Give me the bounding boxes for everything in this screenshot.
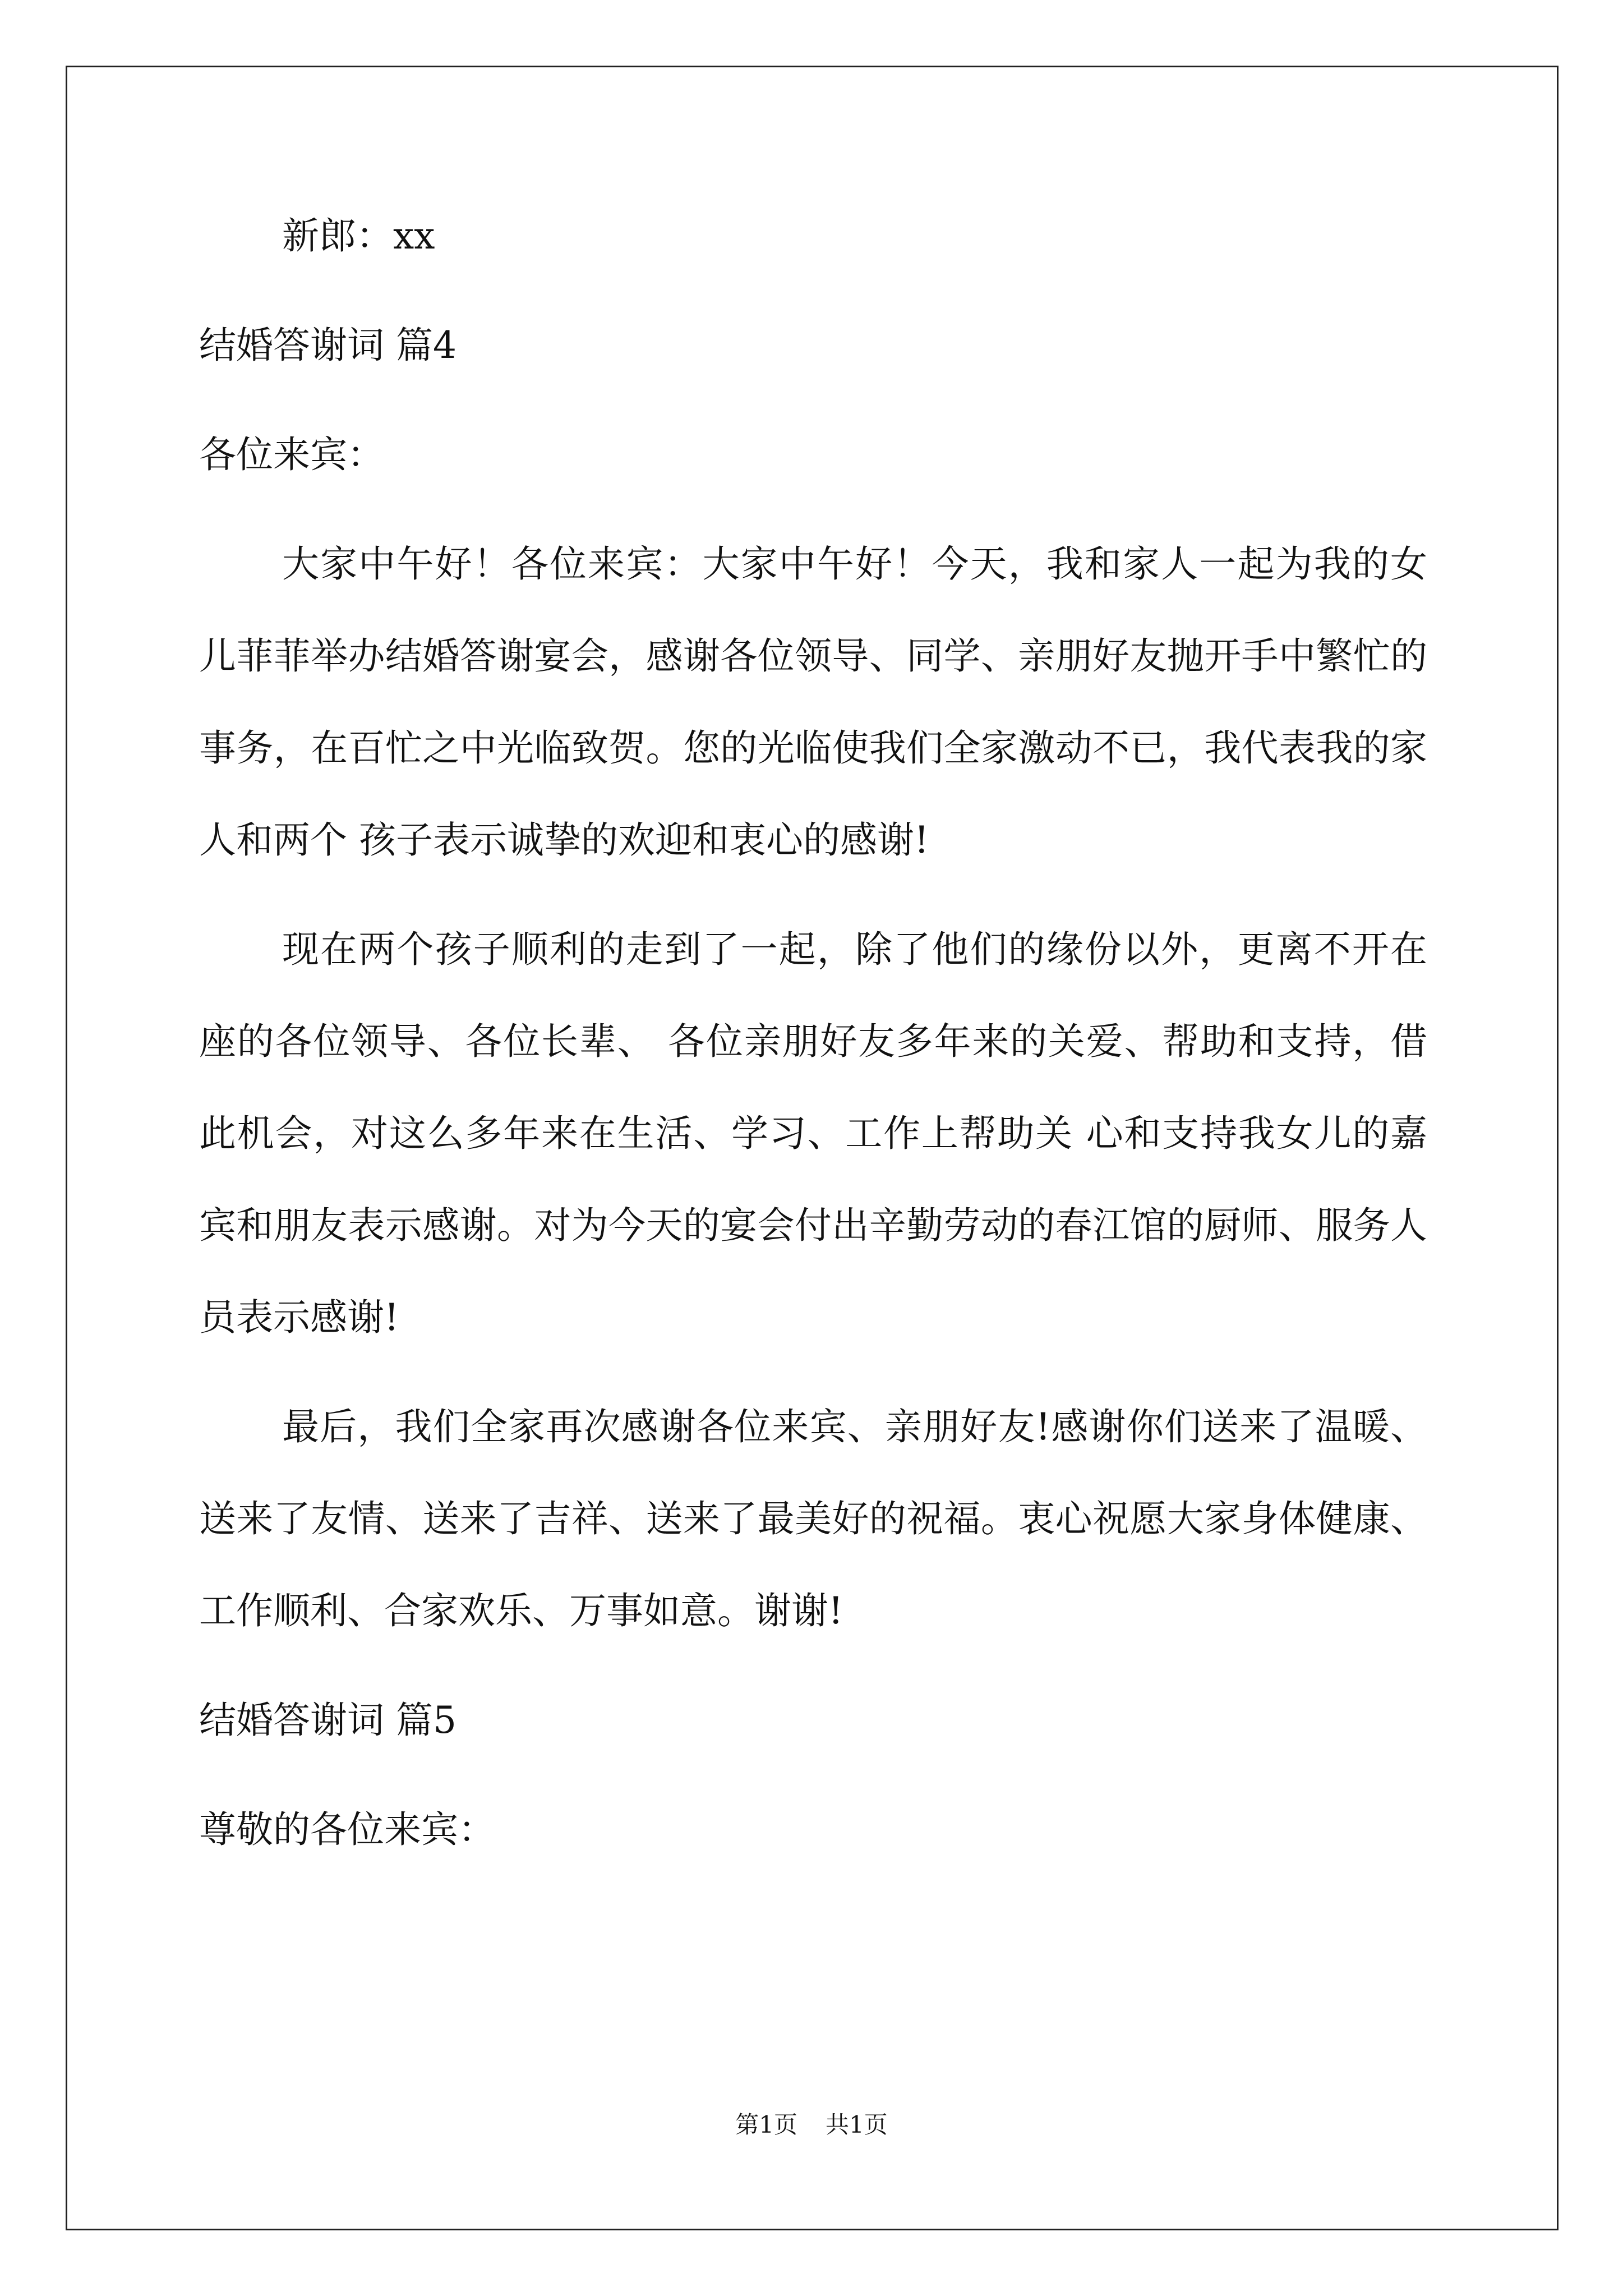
section-4-salutation: 各位来宾： (199, 433, 384, 476)
section-4-paragraph-1: 大家中午好！各位来宾：大家中午好！今天，我和家人一起为我的女儿菲菲举办结婚答谢宴会，感谢各位领导、同学、亲朋好友抛开手中繁忙的事务，在百忙之中光临致贺。您的光临使我们全家激动不已，我代表我的家人和两个 孩子表示诚挚的欢迎和衷心的感谢! (199, 542, 1427, 862)
section-5-title: 结婚答谢词 篇5 (199, 1699, 457, 1742)
page-number-total: 共1页 (826, 2111, 888, 2138)
section-4-paragraph-3: 最后，我们全家再次感谢各位来宾、亲朋好友!感谢你们送来了温暖、送来了友情、送来了吉祥、送来了最美好的祝福。衷心祝愿大家身体健康、工作顺利、合家欢乐、万事如意。谢谢! (199, 1405, 1427, 1632)
document-body (199, 213, 1427, 1916)
section-4-title: 结婚答谢词 篇4 (199, 324, 457, 367)
section-5-salutation: 尊敬的各位来宾： (199, 1808, 495, 1851)
page-number-current: 第1页 (735, 2111, 797, 2138)
page-footer (0, 2110, 1623, 2139)
section-4-paragraph-2: 现在两个孩子顺利的走到了一起，除了他们的缘份以外，更离不开在座的各位领导、各位长辈、 各位亲朋好友多年来的关爱、帮助和支持，借此机会，对这么多年来在生活、学习、工作上帮助关 心和支持我女儿的嘉宾和朋友表示感谢。对为今天的宴会付出辛勤劳动的春江馆的厨师、服务人员表示感谢! (199, 928, 1427, 1339)
signature-line: 新郎：xx (282, 214, 435, 257)
